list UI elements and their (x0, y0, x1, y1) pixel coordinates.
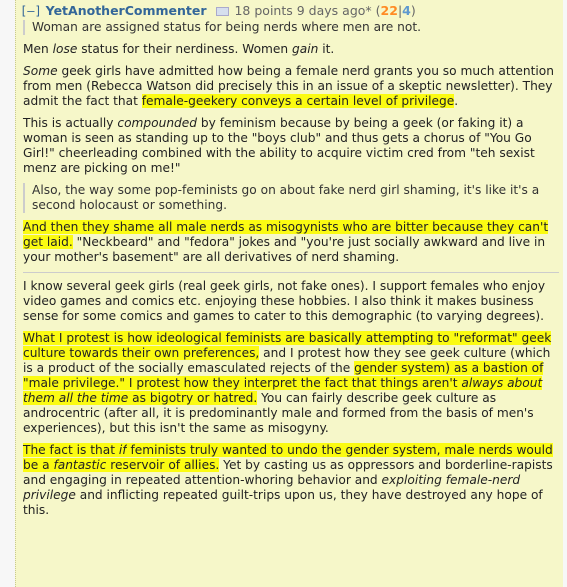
blockquote-2: Also, the way some pop-feminists go on about fake nerd girl shaming, it's like it's a second holocaust or something. (23, 183, 559, 213)
comment (15, 0, 563, 587)
text-span: Yet by casting us as oppressors and borderline-rapists and engaging in repeated attention-whoring behavior and (23, 458, 553, 487)
downvote-count: 4 (402, 3, 411, 18)
highlighted-text: The fact is that (23, 443, 119, 457)
user-flair-icon (216, 7, 229, 16)
italic-text: exploiting female-nerd privilege (23, 473, 521, 502)
highlighted-text: female-geekery conveys a certain level of privilege (141, 94, 455, 108)
text-span: and I protest how they see geek culture (which is a product of the socially emasculated rejects of the (23, 346, 551, 375)
divider (23, 272, 559, 273)
text-span: You can fairly describe geek culture as androcentric (after all, it is predominantly male and formed from the basis of men's experiences), but this isn't the same as misogyny. (23, 391, 534, 435)
text-span: by feminism because by being a geek (or faking it) a woman is seen as standing up to the "boys club" and thus gets a chorus of "You Go Girl!" cheerleading combined with the ability to acquire victim cred from "teh sexist menz are picking on me!" (23, 116, 535, 175)
italic-text: Some (23, 64, 58, 78)
vote-open-paren: ( (375, 3, 381, 18)
blockquote-1: Woman are assigned status for being nerds where men are not. (23, 20, 559, 35)
author-link[interactable]: YetAnotherCommenter (45, 3, 207, 18)
highlighted-italic-text: if (118, 443, 127, 457)
comment-body (23, 20, 559, 525)
paragraph-4 (23, 220, 559, 265)
highlighted-text: feminists truly wanted to undo the gender system, male nerds would be a (23, 443, 553, 472)
italic-text: lose (52, 42, 78, 56)
italic-text: gain (292, 42, 319, 56)
highlighted-text: reservoir of allies. (106, 458, 220, 472)
paragraph-5: I know several geek girls (real geek girls, not fake ones). I support females who enjoy video games and comics etc. enjoying these hobbies. I also think it makes business sense for some comics and games to cater to this demographic (to varying degrees). (23, 279, 546, 323)
paragraph-3 (23, 116, 559, 176)
text-span: This is actually (23, 116, 118, 130)
highlighted-italic-text: fantastic (53, 458, 107, 472)
text-span: geek girls have admitted how being a female nerd grants you so much attention from men (Rebecca Watson did precisely this in an issue of a skeptic newsletter). They admit the fact that (23, 64, 554, 108)
text-span: . (454, 94, 459, 108)
vote-close-paren: ) (410, 3, 416, 18)
text-span: "Neckbeard" and "fedora" jokes and "you're just socially awkward and live in your mother's basement" are all derivatives of nerd shaming. (23, 235, 546, 264)
comment-age: 9 days ago* (296, 3, 372, 18)
text-span: it. (318, 42, 335, 56)
paragraph-2 (23, 64, 559, 109)
paragraph-1 (23, 42, 559, 57)
highlighted-text: And then they shame all male nerds as misogynists who are bitter because they can't get laid. (23, 220, 549, 249)
paragraph-7 (23, 443, 559, 518)
vote-separator: | (397, 3, 403, 18)
highlighted-text: as bigotry or hatred. (128, 391, 258, 405)
text-span: Men (23, 42, 53, 56)
highlighted-italic-text: always about them all the time (23, 376, 543, 405)
upvote-count: 22 (380, 3, 398, 18)
text-span: status for their nerdiness. Women (77, 42, 293, 56)
collapse-toggle[interactable]: [–] (20, 4, 42, 18)
comment-score: 18 points (234, 3, 293, 18)
italic-text: compounded (117, 116, 198, 130)
highlighted-text: What I protest is how ideological feminists are basically attempting to "reformat" geek culture towards their own preferences, (23, 331, 552, 360)
text-span: and inflicting repeated guilt-trips upon us, they have destroyed any hope of this. (23, 488, 543, 517)
comment-tagline (20, 3, 416, 19)
highlighted-text: gender system) as a bastion of "male privilege." I protest how they interpret the fact that things aren't (23, 361, 544, 390)
paragraph-6 (23, 331, 559, 436)
